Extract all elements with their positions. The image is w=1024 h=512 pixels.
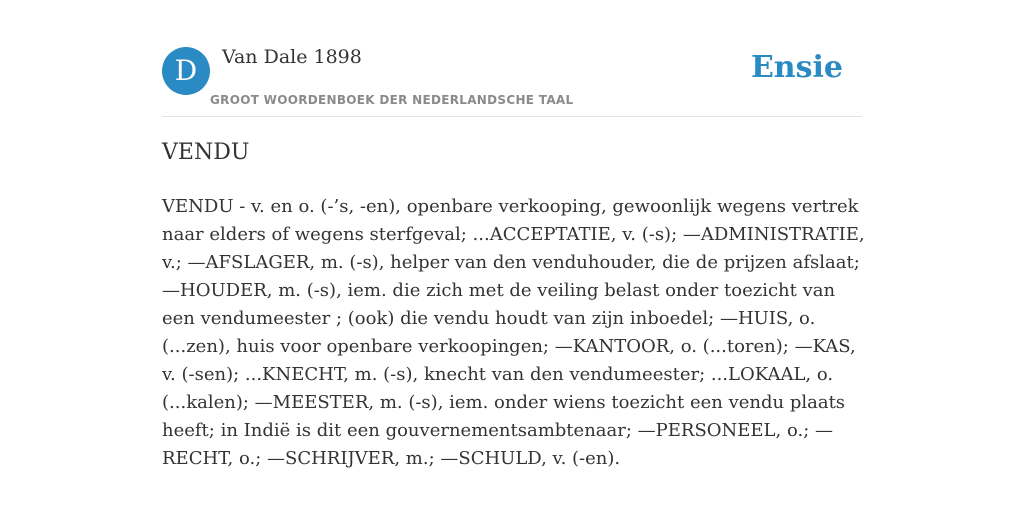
source-subtitle: GROOT WOORDENBOEK DER NEDERLANDSCHE TAAL — [210, 93, 574, 107]
header — [162, 44, 862, 117]
ensie-logo[interactable]: Ensie — [750, 50, 843, 85]
source-title[interactable]: Van Dale 1898 — [222, 46, 362, 68]
entry-definition: VENDU - v. en o. (-’s, -en), openbare verkooping, gewoonlijk wegens vertrek naar elders of wegens sterfgeval; ...ACCEPTATIE, v. (-s); —ADMINISTRATIE, v.; —AFSLAGER, m. (-s), helper van den venduhouder, die de prijzen afslaat; —HOUDER, m. (-s), iem. die zich met de veiling belast onder toezicht van een vendumeester ; (ook) die vendu houdt van zijn inboedel; —HUIS, o. (...zen), huis voor openbare verkoopingen; —KANTOOR, o. (...toren); —KAS, v. (-sen); ...KNECHT, m. (-s), knecht van den vendumeester; ...LOKAAL, o. (...kalen); —MEESTER, m. (-s), iem. onder wiens toezicht een vendu plaats heeft; in Indië is dit een gouvernementsambtenaar; —PERSONEEL, o.; —RECHT, o.; —SCHRIJVER, m.; —SCHULD, v. (-en). — [162, 196, 865, 469]
entry-title: VENDU — [162, 140, 250, 165]
source-avatar[interactable]: D — [162, 47, 210, 95]
